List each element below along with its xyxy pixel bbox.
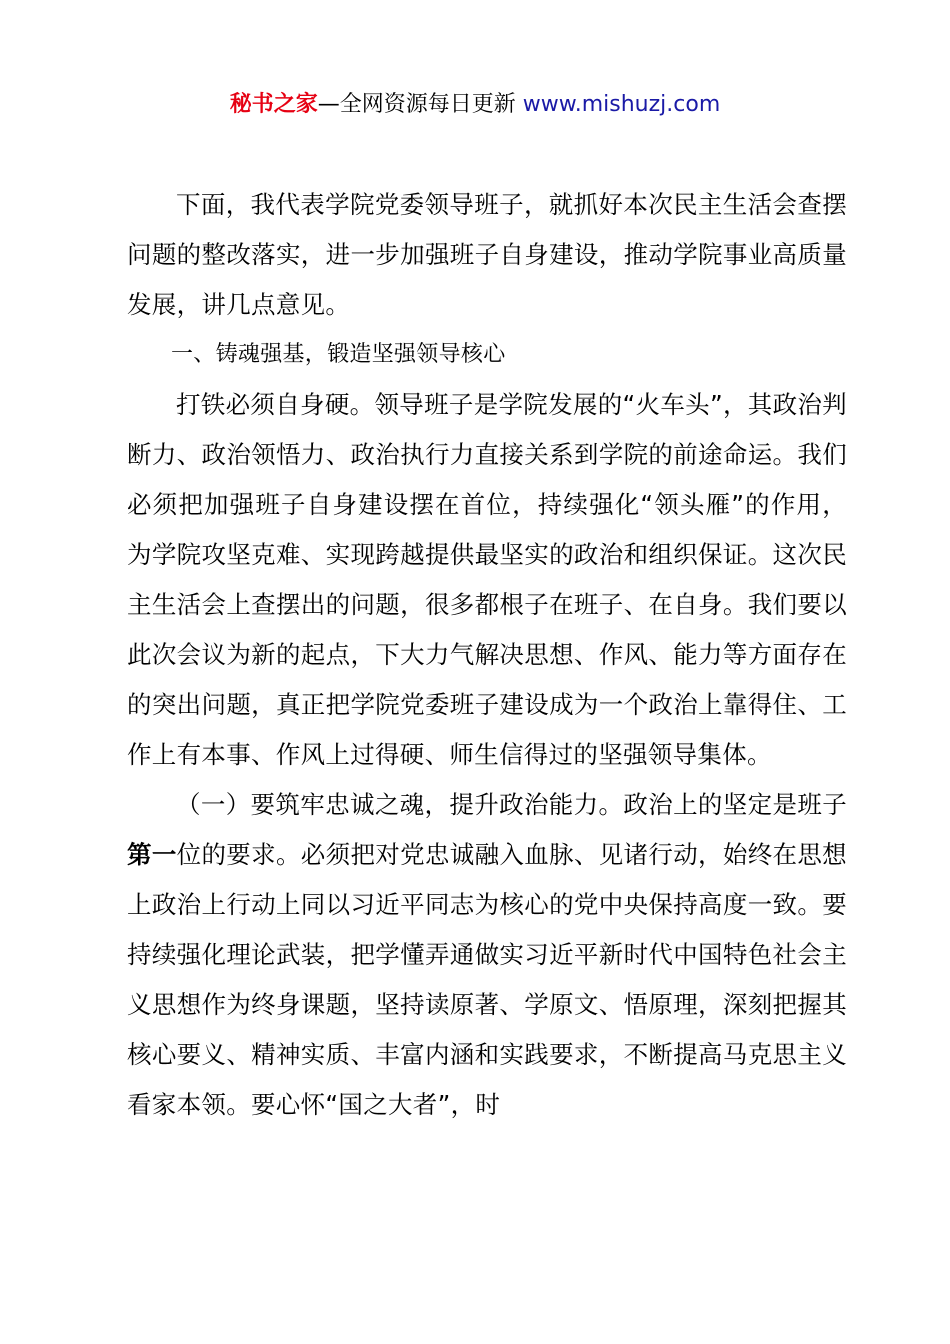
subsection-bold-text: 第一 [127,840,177,869]
section-paragraph-1: 打铁必须自身硬。领导班子是学院发展的“火车头”，其政治判断力、政治领悟力、政治执行力直接关系到学院的前途命运。我们必须把加强班子自身建设摆在首位，持续强化“领头雁”的作用，为学院攻坚克难、实现跨越提供最坚实的政治和组织保证。这次民主生活会上查摆出的问题，很多都根子在班子、在自身。我们要以此次会议为新的起点，下大力气解决思想、作风、能力等方面存在的突出问题，真正把学院党委班子建设成为一个政治上靠得住、工作上有本事、作风上过得硬、师生信得过的坚强领导集体。 [127,390,847,769]
intro-paragraph: 下面，我代表学院党委领导班子，就抓好本次民主生活会查摆问题的整改落实，进一步加强班子自身建设，推动学院事业高质量发展，讲几点意见。 [127,190,847,319]
header-tagline: —全网资源每日更新 [317,92,523,117]
subsection-text-part2: 位的要求。必须把对党忠诚融入血脉、见诸行动，始终在思想上政治上行动上同以习近平同志为核心的党中央保持高度一致。要持续强化理论武装，把学懂弄通做实习近平新时代中国特色社会主义思想作为终身课题，坚持读原著、学原文、悟原理，深刻把握其核心要义、精神实质、丰富内涵和实践要求，不断提高马克思主义看家本领。要心怀“国之大者”，时 [127,840,847,1119]
document-body [127,180,847,1130]
subsection-paragraph-1 [127,780,847,1130]
section-heading-1: 一、铸魂强基，锻造坚强领导核心 [171,342,506,367]
site-url-link[interactable]: www.mishuzj.com [522,92,721,117]
page-header [0,85,950,125]
subsection-text-part1: （一）要筑牢忠诚之魂，提升政治能力。政治上的坚定是班子 [176,790,847,819]
brand-name: 秘书之家 [229,92,318,117]
